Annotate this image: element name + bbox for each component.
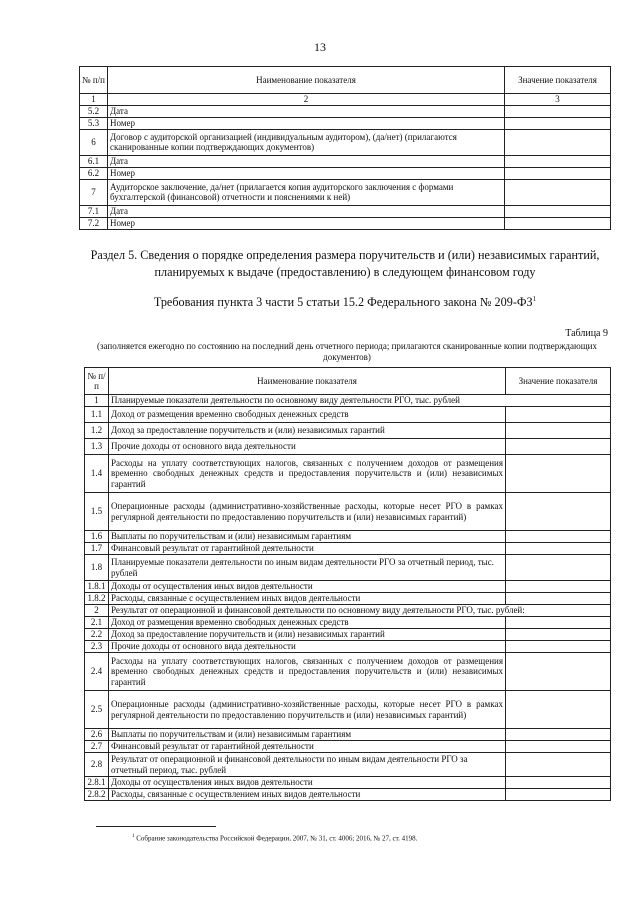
header-num: № п/п <box>80 67 108 94</box>
footnote-ref: 1 <box>532 295 537 303</box>
footnote-text: Собрание законодательства Российской Федерации, 2007, № 31, ст. 4006; 2016, № 27, ст. 4198. <box>136 834 418 843</box>
row-name: Результат от операционной и финансовой деятельности по основному виду деятельности РГО, тыс. рублей: <box>109 605 611 617</box>
row-value <box>506 617 611 629</box>
row-num: 2.8.2 <box>85 789 109 801</box>
row-name: Договор с аудиторской организацией (индивидуальным аудитором), (да/нет) (прилагаются сканированные копии подтверждающих документов) <box>108 129 505 155</box>
row-num: 1.3 <box>85 439 109 455</box>
row-num: 1.8 <box>85 555 109 581</box>
row-num: 2 <box>85 605 109 617</box>
colnum-3: 3 <box>505 94 611 106</box>
row-name: Расходы, связанные с осуществлением иных видов деятельности <box>109 789 506 801</box>
row-num: 1 <box>85 395 109 407</box>
row-value <box>506 753 611 777</box>
row-num: 2.4 <box>85 653 109 691</box>
row-num: 1.8.2 <box>85 593 109 605</box>
row-value <box>506 423 611 439</box>
row-value <box>506 729 611 741</box>
row-value <box>505 155 611 167</box>
table-row <box>80 155 611 167</box>
header-num: № п/п <box>85 368 109 395</box>
row-num: 5.3 <box>80 117 108 129</box>
row-name: Операционные расходы (административно-хозяйственные расходы, которые несет РГО в рамках регулярной деятельности по предоставлению поручительств и (или) независимых гарантий) <box>109 691 506 729</box>
colnum-2: 2 <box>108 94 505 106</box>
table-row <box>85 531 611 543</box>
table-label: Таблица 9 <box>565 328 608 339</box>
table-row <box>85 593 611 605</box>
row-name: Номер <box>108 117 505 129</box>
table-row <box>85 581 611 593</box>
row-num: 2.2 <box>85 629 109 641</box>
requirement-text: Требования пункта 3 части 5 статьи 15.2 Федерального закона № 209-ФЗ <box>153 295 533 310</box>
table-row <box>85 407 611 423</box>
row-num: 1.2 <box>85 423 109 439</box>
table-row <box>85 493 611 531</box>
table-row <box>85 423 611 439</box>
row-name: Расходы, связанные с осуществлением иных видов деятельности <box>109 593 506 605</box>
row-value <box>506 531 611 543</box>
row-name: Номер <box>108 167 505 179</box>
table-row <box>80 129 611 155</box>
row-value <box>506 581 611 593</box>
row-value <box>505 167 611 179</box>
row-name: Финансовый результат от гарантийной деятельности <box>109 741 506 753</box>
row-num: 1.5 <box>85 493 109 531</box>
table-row <box>85 629 611 641</box>
row-num: 2.8 <box>85 753 109 777</box>
row-value <box>506 407 611 423</box>
header-value: Значение показателя <box>506 368 611 395</box>
row-value <box>506 653 611 691</box>
table-row <box>85 777 611 789</box>
row-name: Выплаты по поручительствам и (или) независимым гарантиям <box>109 729 506 741</box>
row-num: 2.6 <box>85 729 109 741</box>
table-audit-details <box>79 66 611 230</box>
row-name: Выплаты по поручительствам и (или) независимым гарантиям <box>109 531 506 543</box>
row-value <box>506 439 611 455</box>
row-value <box>506 641 611 653</box>
table-row <box>80 217 611 229</box>
row-value <box>506 777 611 789</box>
table-row <box>85 455 611 493</box>
row-num: 7.1 <box>80 205 108 217</box>
row-name: Доход от размещения временно свободных денежных средств <box>109 407 506 423</box>
table-row <box>85 653 611 691</box>
row-value <box>505 217 611 229</box>
row-name: Финансовый результат от гарантийной деятельности <box>109 543 506 555</box>
row-value <box>506 455 611 493</box>
row-value <box>505 117 611 129</box>
table-row <box>85 741 611 753</box>
table-row <box>85 641 611 653</box>
column-number-row <box>80 94 611 106</box>
table-row-group-2 <box>85 605 611 617</box>
table-row <box>85 729 611 741</box>
row-num: 1.8.1 <box>85 581 109 593</box>
row-name: Доход от размещения временно свободных денежных средств <box>109 617 506 629</box>
table-row <box>85 691 611 729</box>
row-num: 1.6 <box>85 531 109 543</box>
table-header-row <box>85 368 611 395</box>
row-num: 2.1 <box>85 617 109 629</box>
table-row <box>85 753 611 777</box>
table-row <box>80 167 611 179</box>
header-value: Значение показателя <box>505 67 611 94</box>
row-value <box>505 179 611 205</box>
row-name: Дата <box>108 205 505 217</box>
table-performance <box>84 367 611 801</box>
table-row <box>85 439 611 455</box>
row-num: 5.2 <box>80 106 108 118</box>
row-name: Планируемые показатели деятельности по основному виду деятельности РГО, тыс. рублей <box>109 395 506 407</box>
row-value <box>505 129 611 155</box>
requirement-title <box>80 295 610 310</box>
row-name: Номер <box>108 217 505 229</box>
row-value <box>506 593 611 605</box>
row-value <box>506 555 611 581</box>
row-num: 2.3 <box>85 641 109 653</box>
row-name: Расходы на уплату соответствующих налогов, связанных с получением доходов от размещения временно свободных денежных средств и предоставления поручительств и (или) независимых гарантий <box>109 653 506 691</box>
footnote-mark: 1 <box>132 834 135 839</box>
row-name: Дата <box>108 106 505 118</box>
colnum-1: 1 <box>80 94 108 106</box>
row-value <box>506 691 611 729</box>
row-name: Прочие доходы от основного вида деятельности <box>109 439 506 455</box>
row-value <box>505 106 611 118</box>
table-row-group-1 <box>85 395 611 407</box>
table-row <box>85 789 611 801</box>
table-row <box>80 179 611 205</box>
table-note: (заполняется ежегодно по состоянию на последний день отчетного периода; прилагаются сканированные копии подтверждающих документов) <box>97 341 597 362</box>
row-value <box>506 395 611 407</box>
footnote-divider <box>96 826 216 827</box>
row-num: 2.8.1 <box>85 777 109 789</box>
row-name: Доходы от осуществления иных видов деятельности <box>109 581 506 593</box>
header-name: Наименование показателя <box>109 368 506 395</box>
row-name: Доход за предоставление поручительств и (или) независимых гарантий <box>109 629 506 641</box>
table-row <box>85 617 611 629</box>
table-row <box>80 106 611 118</box>
row-num: 1.7 <box>85 543 109 555</box>
table-row <box>80 117 611 129</box>
row-name: Дата <box>108 155 505 167</box>
row-num: 7.2 <box>80 217 108 229</box>
row-value <box>506 543 611 555</box>
row-name: Операционные расходы (административно-хозяйственные расходы, которые несет РГО в рамках регулярной деятельности по предоставлению поручительств и (или) независимых гарантий) <box>109 493 506 531</box>
table-header-row <box>80 67 611 94</box>
row-value <box>506 741 611 753</box>
row-name: Доход за предоставление поручительств и (или) независимых гарантий <box>109 423 506 439</box>
page-number: 13 <box>314 40 326 54</box>
table-row <box>80 205 611 217</box>
row-num: 6.1 <box>80 155 108 167</box>
row-name: Доходы от осуществления иных видов деятельности <box>109 777 506 789</box>
row-num: 1.4 <box>85 455 109 493</box>
row-num: 6 <box>80 129 108 155</box>
row-num: 6.2 <box>80 167 108 179</box>
row-name: Результат от операционной и финансовой деятельности по иным видам деятельности РГО за отчетный период, тыс. рублей <box>109 753 506 777</box>
row-num: 2.5 <box>85 691 109 729</box>
row-name: Аудиторское заключение, да/нет (прилагается копия аудиторского заключения с формами бухгалтерской (финансовой) отчетности и пояснениями к ней) <box>108 179 505 205</box>
table-row <box>85 543 611 555</box>
row-num: 7 <box>80 179 108 205</box>
section-title: Раздел 5. Сведения о порядке определения размера поручительств и (или) независимых гарантий, планируемых к выдаче (предоставлению) в следующем финансовом году <box>90 248 600 279</box>
row-name: Расходы на уплату соответствующих налогов, связанных с получением доходов от размещения временно свободных денежных средств и предоставления поручительств и (или) независимых гарантий <box>109 455 506 493</box>
row-value <box>506 789 611 801</box>
row-value <box>506 629 611 641</box>
row-value <box>505 205 611 217</box>
row-num: 1.1 <box>85 407 109 423</box>
footnote <box>132 834 417 842</box>
row-num: 2.7 <box>85 741 109 753</box>
row-value <box>506 493 611 531</box>
row-name: Прочие доходы от основного вида деятельности <box>109 641 506 653</box>
table-row <box>85 555 611 581</box>
row-name: Планируемые показатели деятельности по иным видам деятельности РГО за отчетный период, тыс. рублей <box>109 555 506 581</box>
header-name: Наименование показателя <box>108 67 505 94</box>
